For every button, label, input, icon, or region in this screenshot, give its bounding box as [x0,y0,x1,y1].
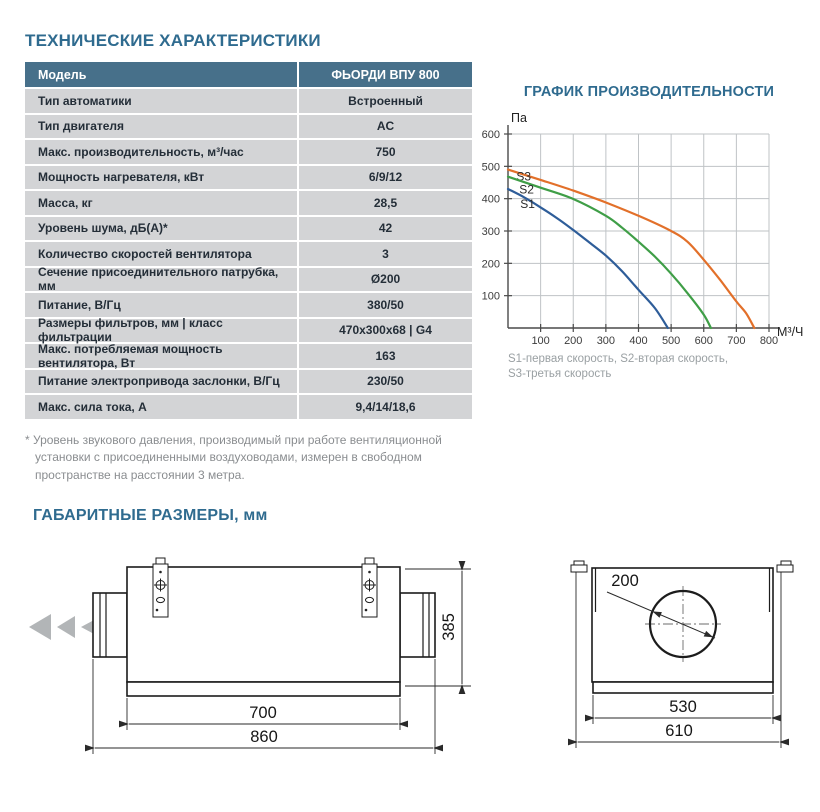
dimension-total-width-end [578,722,779,742]
x-tick-label: 600 [694,335,713,347]
spec-param: Количество скоростей вентилятора [25,242,297,266]
caption-line-1: S1-первая скорость, S2-вторая скорость, [508,353,729,365]
y-tick-label: 300 [481,226,500,238]
table-row [25,293,472,317]
spec-header-value: ФЬОРДИ ВПУ 800 [299,62,472,87]
series-curve-S2 [508,177,711,328]
spec-param: Макс. производительность, м³/час [25,140,297,164]
mounting-bracket-icon [153,558,168,617]
table-row [25,166,472,190]
table-row [25,370,472,394]
spec-value: 380/50 [299,293,472,317]
spec-table-header-row [25,62,472,87]
table-row [25,217,472,241]
spec-param: Тип автоматики [25,89,297,113]
series-label-S3: S3 [516,169,532,184]
performance-chart [478,106,820,356]
table-row [25,395,472,419]
spec-param: Уровень шума, дБ(А)* [25,217,297,241]
table-row [25,242,472,266]
dim-label-530: 530 [669,698,697,716]
spec-value: 750 [299,140,472,164]
x-tick-label: 800 [759,335,779,347]
spec-value: 230/50 [299,370,472,394]
airflow-arrows-icon [29,614,95,640]
spec-value: Встроенный [299,89,472,113]
table-row [25,316,472,345]
spec-header-param: Модель [25,62,297,87]
chart-legend-caption [508,352,728,382]
y-tick-label: 200 [481,258,500,271]
dimension-inner-width-end [593,695,773,724]
spec-param: Сечение присоединительного патрубка, мм [25,268,297,292]
dimensions-section-title: ГАБАРИТНЫЕ РАЗМЕРЫ, мм [33,507,268,524]
corner-bracket-icon [571,561,587,572]
x-tick-label: 300 [596,335,616,347]
mounting-bracket-icon [362,558,377,617]
chart-title: ГРАФИК ПРОИЗВОДИТЕЛЬНОСТИ [523,84,775,100]
series-label-S2: S2 [519,182,534,197]
spec-value: 470x300x68 | G4 [299,319,472,343]
spec-param: Макс. сила тока, А [25,395,297,419]
performance-chart-block [478,106,820,356]
spec-param: Макс. потребляемая мощность вентилятора, Вт [25,344,297,368]
dim-label-385: 385 [440,613,458,641]
x-tick-label: 200 [564,335,583,347]
y-tick-label: 400 [481,193,500,206]
table-row [25,191,472,215]
side-view-drawing [25,555,477,765]
x-tick-label: 100 [531,335,550,347]
x-axis-unit-label: М³/Ч [777,325,804,339]
table-row [25,89,472,113]
table-row [25,341,472,370]
table-row [25,140,472,164]
y-tick-label: 500 [481,161,500,174]
x-tick-label: 500 [661,335,681,347]
table-row [25,115,472,139]
spec-value: AC [299,115,472,139]
end-view-drawing [545,550,805,755]
dim-label-700: 700 [249,704,277,722]
spec-value: 28,5 [299,191,472,215]
spec-value: 163 [299,344,472,368]
corner-bracket-icon [777,561,793,572]
y-tick-label: 100 [481,290,500,303]
dim-label-200: 200 [611,572,639,590]
spec-param: Питание электропривода заслонки, В/Гц [25,370,297,394]
series-curve-S3 [508,170,754,328]
page-title: ТЕХНИЧЕСКИЕ ХАРАКТЕРИСТИКИ [25,31,321,50]
spec-value: 6/9/12 [299,166,472,190]
noise-level-footnote: * Уровень звукового давления, производимый при работе вентиляционной установки с присоединенными воздуховодами, измерен в свободном пространстве на расстоянии 3 метра. [25,433,442,482]
dim-label-860: 860 [250,728,278,746]
spec-value: 3 [299,242,472,266]
table-row [25,265,472,294]
spec-param: Масса, кг [25,191,297,215]
spec-table [25,62,472,421]
y-tick-label: 600 [481,129,500,141]
dim-label-610: 610 [665,722,693,740]
caption-line-2: S3-третья скорость [508,368,612,380]
spec-value: Ø200 [299,268,472,292]
dimension-inner-width [127,698,400,730]
x-tick-label: 700 [727,335,746,347]
spec-value: 9,4/14/18,6 [299,395,472,419]
spec-param: Размеры фильтров, мм | класс фильтрации [25,319,297,343]
x-tick-label: 400 [629,335,648,347]
series-label-S1: S1 [520,197,535,212]
spec-param: Питание, В/Гц [25,293,297,317]
y-axis-unit-label: Па [511,111,527,125]
spec-param: Тип двигателя [25,115,297,139]
spec-value: 42 [299,217,472,241]
spec-param: Мощность нагревателя, кВт [25,166,297,190]
